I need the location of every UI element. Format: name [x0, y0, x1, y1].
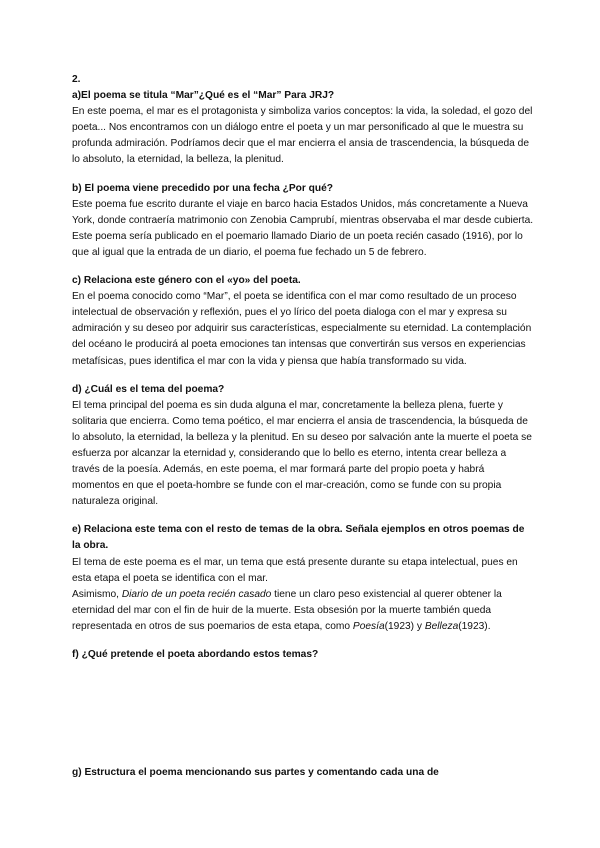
answer-c: En el poema conocido como “Mar”, el poeta se identifica con el mar como resultado de un proceso intelectual de observación y reflexión, pues el yo lírico del poeta dialoga con el mar y expresa su admiración y su deseo por adquirir sus características, especialmente su eternidad. La contemplación del océano le producirá al poeta emociones tan intensas que convertirán sus versos en experiencias metafísicas, pues identifica el mar con la vida y piensa que había transformado su vida. — [72, 291, 532, 367]
answer-e-paragraph-1: El tema de este poema es el mar, un tema que está presente durante su etapa intelectual, pues en esta etapa el poeta se identifica con el mar. — [72, 556, 518, 584]
section-e — [72, 522, 534, 635]
section-c — [72, 273, 534, 370]
answer-b: Este poema fue escrito durante el viaje en barco hacia Estados Unidos, más concretamente a Nueva York, donde contraería matrimonio con Zenobia Camprubí, mientras observaba el mar desde cubierta. Este poema sería publicado en el poemario llamado Diario de un poeta recién casado (1916), por lo que al igual que la entrada de un diario, el poema fue fechado un 5 de febrero. — [72, 198, 534, 258]
question-a: a)El poema se titula “Mar”¿Qué es el “Mar” Para JRJ? — [72, 90, 335, 102]
section-b — [72, 181, 534, 261]
question-c: c) Relaciona este género con el «yo» del poeta. — [72, 275, 301, 287]
question-e: e) Relaciona este tema con el resto de temas de la obra. Señala ejemplos en otros poemas de la obra. — [72, 524, 525, 552]
answer-d: El tema principal del poema es sin duda alguna el mar, concretamente la belleza plena, fuerte y solitaria que encierra. Como tema poético, el mar encierra el ansia de trascendencia, la búsqueda de lo absoluto, la eternidad, la belleza y la plenitud. En su deseo por salvación ante la muerte el poeta se esfuerza por alcanzar la eternidad y, considerando que lo bello es eterno, intenta crear belleza a través de la poesía. Además, en este poema, el mar formará parte del propio poeta y habrá momentos en que el poeta-hombre se funde con el mar-creación, como se funde con su propia naturaleza original. — [72, 399, 532, 508]
answer-a: En este poema, el mar es el protagonista y simboliza varios conceptos: la vida, la soledad, el gozo del poeta... Nos encontramos con un diálogo entre el poeta y un mar personificado al que le muestra su profunda admiración. Podríamos decir que el mar encierra el ansia de trascendencia, la búsqueda de lo absoluto, la eternidad, la belleza, la plenitud. — [72, 106, 533, 166]
answer-e-text-1: Asimismo, — [72, 588, 122, 600]
answer-e-text-4: (1923). — [458, 620, 491, 632]
document-page — [72, 72, 534, 781]
answer-e-text-2: tiene un claro peso existencial al querer obtener la eternidad del mar con el fin de huir de la muerte. Esta obsesión por la muerte también queda representada en otros de sus poemarios de esta etapa, como — [72, 588, 502, 632]
answer-e-paragraph-2 — [72, 587, 534, 635]
section-a — [72, 88, 534, 168]
book-title-diario: Diario de un poeta recién casado — [121, 588, 272, 600]
answer-e-text-3: (1923) y — [384, 620, 425, 632]
section-f — [72, 647, 534, 663]
section-g — [72, 765, 534, 781]
section-number: 2. — [72, 74, 81, 85]
question-d: d) ¿Cuál es el tema del poema? — [72, 383, 225, 395]
question-g: g) Estructura el poema mencionando sus partes y comentando cada una de — [72, 767, 439, 779]
section-d — [72, 382, 534, 511]
book-title-poesia: Poesía — [352, 620, 385, 632]
question-b: b) El poema viene precedido por una fecha ¿Por qué? — [72, 182, 333, 194]
question-f: f) ¿Qué pretende el poeta abordando estos temas? — [72, 649, 319, 660]
book-title-belleza: Belleza — [424, 620, 459, 632]
